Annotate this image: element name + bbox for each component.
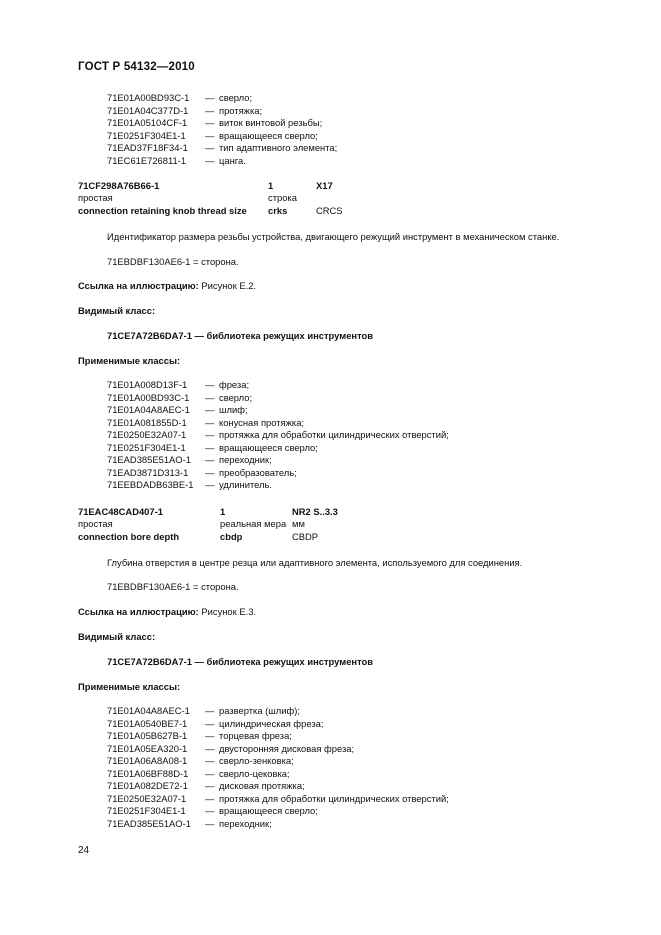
class-text: шлиф; (219, 404, 248, 415)
class-text: двусторонняя дисковая фреза; (219, 742, 355, 754)
list-item (107, 718, 449, 731)
class-code: 71E01A05B627B-1 (107, 730, 188, 741)
entry-block (78, 506, 338, 543)
dash: — (205, 479, 215, 490)
dash: — (205, 129, 215, 141)
class-text: тип адаптивного элемента; (219, 142, 338, 153)
class-text: развертка (шлиф); (219, 705, 300, 716)
class-code: 71E01A008D13F-1 (107, 379, 188, 390)
dash: — (205, 404, 215, 415)
page-header: ГОСТ Р 54132—2010 (78, 61, 195, 73)
class-code: 71EEBDADB63BE-1 (107, 479, 194, 490)
class-list (107, 379, 449, 492)
illustration-value: Рисунок Е.3. (201, 606, 257, 617)
class-code: 71E01A06A8A08-1 (107, 755, 188, 766)
dash: — (205, 154, 215, 166)
list-item (107, 404, 449, 417)
illustration-ref (78, 280, 256, 291)
dash: — (205, 466, 215, 478)
dash: — (205, 742, 215, 754)
list-item (107, 467, 449, 480)
class-code: 71E0250E32A07-1 (107, 792, 187, 804)
list-item (107, 379, 449, 392)
list-item (107, 454, 449, 467)
dash: — (205, 117, 215, 128)
entry-id: 71EAC48CAD407-1 (78, 506, 163, 517)
list-item (107, 142, 337, 155)
class-code: 71E01A04C377D-1 (107, 104, 189, 116)
dash: — (205, 780, 215, 791)
class-code: 71E0251F304E1-1 (107, 805, 186, 816)
class-text: протяжка для обработки цилиндрических отверстий; (219, 429, 449, 440)
visible-class: 71CE7A72B6DA7-1 — библиотека режущих инструментов (107, 330, 374, 341)
class-text: дисковая протяжка; (219, 780, 305, 791)
class-code: 71E01A081855D-1 (107, 416, 187, 428)
list-item (107, 730, 449, 743)
entry-unit: мм (292, 518, 305, 530)
illustration-label: Ссылка на иллюстрацию: (78, 606, 199, 617)
list-item (107, 130, 337, 143)
list-item (107, 392, 449, 405)
class-code: 71E01A05104CF-1 (107, 117, 188, 128)
list-item (107, 755, 449, 768)
dash: — (205, 104, 215, 116)
class-code: 71E01A04A8AEC-1 (107, 404, 190, 415)
list-item (107, 92, 337, 105)
entry-type: простая (78, 192, 113, 204)
entry-num: 1 (268, 180, 274, 191)
dash: — (205, 792, 215, 804)
class-code: 71EAD37F18F34-1 (107, 142, 188, 153)
dash: — (205, 805, 215, 816)
class-list (107, 92, 337, 167)
entry-upper: CBDP (292, 530, 319, 542)
class-code: 71EC61E726811-1 (107, 154, 187, 166)
class-code: 71EAD385E51AO-1 (107, 454, 191, 465)
list-item (107, 479, 449, 492)
illustration-ref (78, 606, 256, 617)
dash: — (205, 92, 215, 103)
entry-code: X17 (316, 180, 333, 191)
illustration-value: Рисунок Е.2. (201, 280, 257, 291)
class-code: 71E0251F304E1-1 (107, 129, 186, 141)
class-text: сверло; (219, 92, 253, 103)
list-item (107, 105, 337, 118)
class-text: цанга. (219, 154, 246, 166)
class-code: 71E01A00BD93C-1 (107, 92, 190, 103)
visible-class: 71CE7A72B6DA7-1 — библиотека режущих инструментов (107, 656, 374, 667)
class-text: конусная протяжка; (219, 416, 305, 428)
dash: — (205, 416, 215, 428)
dash: — (205, 705, 215, 716)
entry-kind: строка (268, 192, 297, 204)
entry-description: Идентификатор размера резьбы устройства, двигающего режущий инструмент в механическом станке. (107, 231, 560, 242)
page-number: 24 (78, 845, 90, 856)
illustration-label: Ссылка на иллюстрацию: (78, 280, 199, 291)
class-text: цилиндрическая фреза; (219, 717, 324, 729)
class-text: вращающееся сверло; (219, 129, 318, 141)
class-text: преобразователь; (219, 466, 297, 478)
dash: — (205, 441, 215, 453)
class-text: вращающееся сверло; (219, 441, 318, 453)
entry-num: 1 (220, 506, 226, 517)
entry-type: простая (78, 518, 113, 530)
list-item (107, 705, 449, 718)
entry-upper: CRCS (316, 204, 343, 216)
class-text: фреза; (219, 379, 250, 390)
entry-kind: реальная мера (220, 518, 287, 530)
visible-class-label: Видимый класс: (78, 631, 156, 642)
class-text: протяжка для обработки цилиндрических отверстий; (219, 792, 449, 804)
class-code: 71E0251F304E1-1 (107, 441, 186, 453)
list-item (107, 442, 449, 455)
dash: — (205, 454, 215, 465)
list-item (107, 818, 449, 831)
dash: — (205, 391, 215, 403)
entry-block (78, 180, 343, 217)
entry-code: NR2 S..3.3 (292, 506, 338, 517)
entry-name: connection retaining knob thread size (78, 204, 247, 216)
entry-short: crks (268, 204, 288, 216)
class-text: переходник; (219, 817, 272, 829)
class-code: 71EAD385E51AO-1 (107, 817, 191, 829)
class-text: вращающееся сверло; (219, 805, 318, 816)
list-item (107, 417, 449, 430)
list-item (107, 793, 449, 806)
applicable-classes-label: Применимые классы: (78, 355, 181, 366)
class-text: протяжка; (219, 104, 263, 116)
list-item (107, 805, 449, 818)
class-code: 71E01A082DE72-1 (107, 780, 188, 791)
class-code: 71E01A0540BE7-1 (107, 717, 188, 729)
list-item (107, 429, 449, 442)
list-item (107, 768, 449, 781)
entry-short: cbdp (220, 530, 243, 542)
class-code: 71E01A00BD93C-1 (107, 391, 190, 403)
dash: — (205, 429, 215, 440)
dash: — (205, 379, 215, 390)
list-item (107, 117, 337, 130)
class-code: 71E01A04A8AEC-1 (107, 705, 190, 716)
class-text: торцевая фреза; (219, 730, 292, 741)
class-code: 71EAD3871D313-1 (107, 466, 189, 478)
class-code: 71E01A05EA320-1 (107, 742, 188, 754)
entry-name: connection bore depth (78, 530, 180, 542)
class-list (107, 705, 449, 830)
dash: — (205, 755, 215, 766)
dash: — (205, 817, 215, 829)
class-text: переходник; (219, 454, 272, 465)
class-text: сверло; (219, 391, 253, 403)
class-text: сверло-зенковка; (219, 755, 294, 766)
list-item (107, 780, 449, 793)
list-item (107, 743, 449, 756)
visible-class-label: Видимый класс: (78, 305, 156, 316)
entry-description: Глубина отверстия в центре резца или адаптивного элемента, используемого для соединения. (107, 557, 523, 568)
applicable-classes-label: Применимые классы: (78, 681, 181, 692)
dash: — (205, 717, 215, 729)
class-text: удлинитель. (219, 479, 273, 490)
class-code: 71E0250E32A07-1 (107, 429, 187, 440)
dash: — (205, 767, 215, 779)
class-text: виток винтовой резьбы; (219, 117, 323, 128)
class-code: 71E01A06BF88D-1 (107, 767, 189, 779)
dash: — (205, 730, 215, 741)
entry-id: 71CF298A76B66-1 (78, 180, 160, 191)
class-text: сверло-цековка; (219, 767, 290, 779)
entry-side: 71EBDBF130AE6-1 = сторона. (107, 256, 239, 267)
list-item (107, 155, 337, 168)
dash: — (205, 142, 215, 153)
entry-side: 71EBDBF130AE6-1 = сторона. (107, 581, 239, 592)
